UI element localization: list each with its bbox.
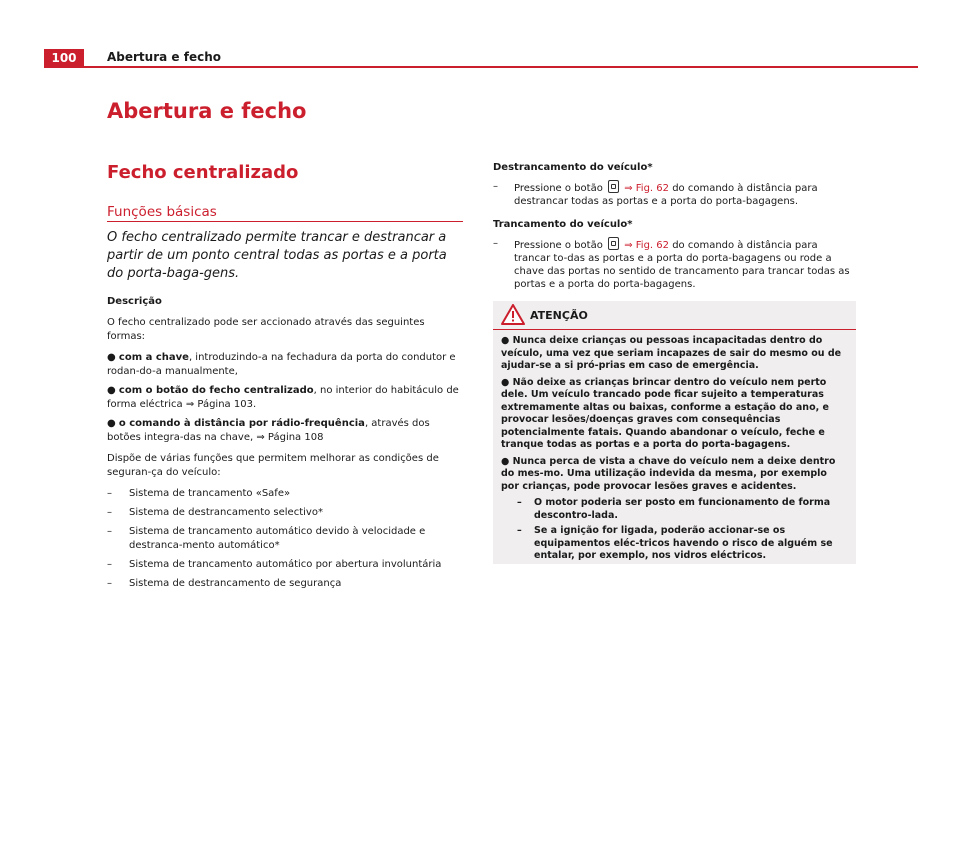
list-item: – Sistema de destrancamento selectivo* (107, 506, 465, 520)
header-rule (44, 66, 918, 68)
unlock-heading: Destrancamento do veículo* (493, 162, 653, 173)
list-item: ● o comando à distância por rádio-frequência, através dos botões integra-das na chave, ⇒ Página 108 (107, 418, 430, 443)
page-title: Abertura e fecho (107, 99, 307, 123)
intro-paragraph: O fecho centralizado pode ser accionado através das seguintes formas: (107, 317, 425, 342)
list-item: – O motor poderia ser posto em funcionamento de forma descontro-lada. (517, 497, 848, 522)
list-item: ● com a chave, introduzindo-a na fechadura da porta do condutor e rodan-do-a manualmente, (107, 352, 456, 377)
section-title: Fecho centralizado (107, 162, 299, 183)
list-item: ● Não deixe as crianças brincar dentro do veículo nem perto dele. Um veículo trancado pode ficar sujeito a temperaturas extremamente altas ou baixas, conforme a estação do ano, e provocar lesões/doenças graves com consequências potencialmente fatais. Quando abandonar o veículo, feche e tranque todas as portas e a porta do porta-bagagens. (501, 376, 829, 450)
running-title: Abertura e fecho (107, 50, 221, 64)
left-column (107, 229, 465, 596)
list-item: – Sistema de trancamento automático por abertura involuntária (107, 558, 465, 572)
lead-paragraph: O fecho centralizado permite trancar e destrancar a partir de um ponto central todas as portas e a porta do porta-baga-gens. (107, 230, 447, 281)
warning-triangle-icon (501, 304, 525, 329)
list-item: – Se a ignição for ligada, poderão accionar-se os equipamentos eléc-tricos havendo o risco de alguém se entalar, por exemplo, nos vidros eléctricos. (517, 525, 848, 563)
figure-link[interactable]: ⇒ Fig. 62 (624, 240, 669, 251)
warning-title: ATENÇÃO (530, 309, 588, 322)
warning-box (493, 301, 856, 564)
page-number: 100 (44, 49, 84, 67)
list-item: – Sistema de trancamento «Safe» (107, 487, 465, 501)
list-item: – Sistema de trancamento automático devido à velocidade e destranca-mento automático* (107, 525, 465, 553)
lock-step: – Pressione o botão ⇒ Fig. 62 do comando à distância para trancar to-das as portas e a porta do porta-bagagens ou rode a chave das portas no sentido de trancamento para trancar todas as portas e a porta do porta-bagagens. (493, 237, 855, 291)
list-item: – Sistema de destrancamento de segurança (107, 577, 465, 591)
right-column (493, 161, 855, 296)
warning-header (493, 301, 856, 330)
functions-intro: Dispõe de várias funções que permitem melhorar as condições de seguran-ça do veículo: (107, 453, 439, 478)
descricao-heading: Descrição (107, 296, 162, 307)
figure-link[interactable]: ⇒ Fig. 62 (624, 183, 669, 194)
list-item: ● com o botão do fecho centralizado, no interior do habitáculo de forma eléctrica ⇒ Página 103. (107, 385, 459, 410)
unlock-step: – Pressione o botão ⇒ Fig. 62 do comando à distância para destrancar todas as portas e a porta do porta-bagagens. (493, 180, 855, 208)
unlock-key-icon (608, 180, 619, 193)
warning-body (493, 330, 856, 563)
subsection-rule (107, 221, 463, 222)
subsection-title: Funções básicas (107, 204, 217, 220)
list-item: ● Nunca perca de vista a chave do veículo nem a deixe dentro do mes-mo. Uma utilização indevida da mesma, por exemplo por crianças, pode provocar lesões graves e acidentes. (501, 455, 836, 492)
lock-key-icon (608, 237, 619, 250)
lock-heading: Trancamento do veículo* (493, 219, 633, 230)
list-item: ● Nunca deixe crianças ou pessoas incapacitadas dentro do veículo, uma vez que seriam incapazes de sair do mesmo ou de ajudar-se a si pró-prias em caso de emergência. (501, 335, 842, 371)
